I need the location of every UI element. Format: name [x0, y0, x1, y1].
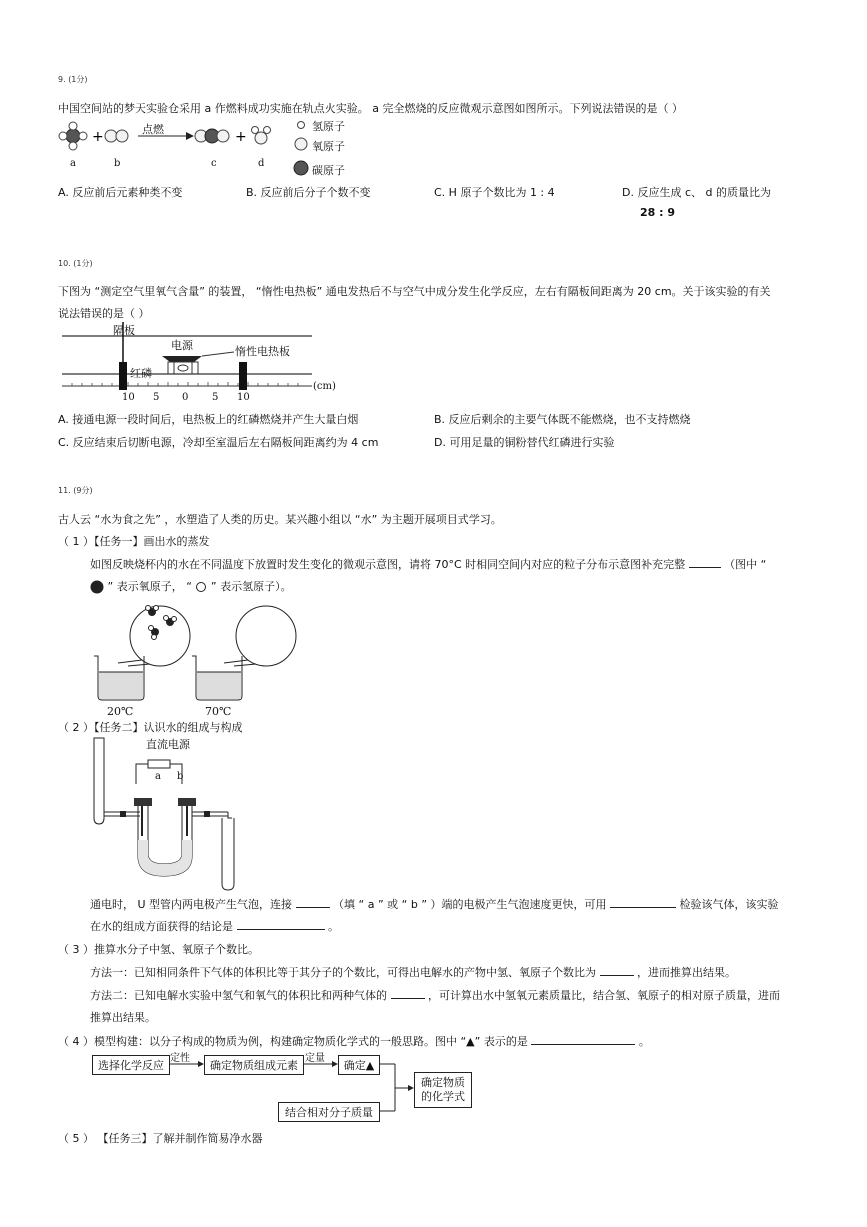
q11-part3-method2: 方法二：已知电解水实验中氢气和氧气的体积比和两种气体的 ，可计算出水中氢氧元素质量比，结合氢、氧原子的相对原子质量，进而: [90, 989, 780, 1002]
q9-score: (1分): [68, 75, 88, 84]
q10-tick-2: 0: [182, 392, 189, 403]
flow-box-elements: 确定物质组成元素: [204, 1055, 304, 1075]
q10-power-label: 电源: [171, 339, 193, 352]
q10-phosphorus-label: 红磷: [130, 367, 152, 380]
flow-arrow-quantitative: 定量: [305, 1053, 325, 1064]
flow-arrow-qualitative: 定性: [170, 1053, 190, 1064]
q9-option-d-ratio: 28 : 9: [640, 206, 676, 219]
hydrogen-atom-hollow-icon: [195, 581, 207, 593]
q9-label-a: a: [70, 158, 76, 169]
molecule-c-icon: [195, 129, 229, 143]
heater-plate-icon: [162, 356, 202, 362]
q10-tick-4: 10: [237, 392, 250, 403]
bubble-20c: [130, 606, 190, 666]
flow-box-determine-triangle: 确定▲: [338, 1055, 380, 1075]
q9-label-c: c: [211, 158, 217, 169]
legend-hydrogen: 氢原子: [312, 120, 345, 133]
q10-option-b[interactable]: B. 反应后剩余的主要气体既不能燃烧，也不支持燃烧: [434, 413, 691, 426]
temp-20c: 20℃: [107, 705, 134, 718]
q11-part2-text1: 通电时， U 型管内两电极产生气泡，连接 （填 “ a ” 或 “ b ” ）端的电极产生气泡速度更快，可用 检验该气体，该实验: [90, 898, 779, 911]
flow-box-select-reaction: 选择化学反应: [92, 1055, 170, 1075]
answer-blank-7[interactable]: [531, 1033, 635, 1045]
answer-blank-2[interactable]: [296, 896, 330, 908]
electrode-a-label: a: [155, 771, 161, 782]
q11-part2-label: （ 2 ）【任务二】认识水的组成与构成: [58, 721, 243, 734]
flow-box-relative-mass: 结合相对分子质量: [278, 1102, 380, 1122]
q11-number: 11.: [58, 486, 71, 495]
q10-score: (1分): [73, 259, 93, 268]
svg-text:+: +: [92, 129, 104, 145]
bubble-70c: [236, 606, 296, 666]
q10-unit-label: (cm): [313, 381, 336, 392]
q11-score: (9分): [73, 486, 93, 495]
oxygen-atom-filled-icon: [90, 580, 104, 594]
answer-blank-5[interactable]: [600, 964, 634, 976]
electrode-b-label: b: [177, 771, 184, 782]
beaker-70c-icon: [192, 656, 242, 700]
q11-part3-method1: 方法一：已知相同条件下气体的体积比等于其分子的个数比，可得出电解水的产物中氢、氧原子个数比为 ，进而推算出结果。: [90, 966, 736, 979]
svg-text:+: +: [235, 129, 247, 145]
q10-stem-line2: 说法错误的是（ ）: [58, 307, 150, 320]
q10-option-a[interactable]: A. 接通电源一段时间后，电热板上的红磷燃烧并产生大量白烟: [58, 413, 359, 426]
flow-box-formula: 确定物质 的化学式: [414, 1072, 472, 1108]
q11-part5-label: （ 5 ） 【任务三】了解并制作简易净水器: [58, 1132, 263, 1145]
carbon-atom-icon: [294, 161, 308, 175]
q11-part1-text1: 如图反映烧杯内的水在不同温度下放置时发生变化的微观示意图，请将 70°C 时相同空间内对应的粒子分布示意图补充完整 （图中 “: [90, 558, 767, 571]
q9-option-a[interactable]: A. 反应前后元素种类不变: [58, 186, 183, 199]
q11-part3-label: （ 3 ）推算水分子中氢、氧原子个数比。: [58, 943, 259, 956]
q9-header: [58, 74, 88, 85]
q11-intro: 古人云 “水为食之先” ，水塑造了人类的历史。某兴趣小组以 “水” 为主题开展项目式学习。: [58, 513, 502, 526]
q11-header: [58, 485, 93, 496]
q10-tick-3: 5: [212, 392, 219, 403]
right-partition: [239, 362, 247, 390]
molecule-b-icon: [105, 130, 128, 142]
electrolysis-figure: [92, 736, 252, 892]
q11-part1-text2: ” 表示氧原子， “ ” 表示氢原子）。: [90, 578, 292, 594]
q10-tick-1: 5: [153, 392, 160, 403]
legend-oxygen: 氧原子: [312, 140, 345, 153]
answer-blank-4[interactable]: [237, 918, 325, 930]
molecule-d-icon: [252, 127, 271, 145]
q9-stem: 中国空间站的梦天实验仓采用 a 作燃料成功实施在轨点火实验。 a 完全燃烧的反应微观示意图如图所示。下列说法错误的是（ ）: [58, 102, 683, 115]
q10-partition-label: 隔板: [113, 324, 135, 337]
q9-condition: 点燃: [142, 123, 164, 136]
temp-70c: 70℃: [205, 705, 232, 718]
q11-part3-method2-end: 推算出结果。: [90, 1011, 156, 1024]
left-partition: [119, 362, 127, 390]
q10-heater-label: 惰性电热板: [235, 345, 290, 358]
answer-blank-1[interactable]: [689, 556, 721, 568]
red-phosphorus-icon: [178, 365, 188, 371]
q9-number: 9.: [58, 75, 66, 84]
q9-option-b[interactable]: B. 反应前后分子个数不变: [246, 186, 371, 199]
q9-label-b: b: [114, 158, 121, 169]
q10-option-d[interactable]: D. 可用足量的铜粉替代红磷进行实验: [434, 436, 615, 449]
answer-blank-3[interactable]: [610, 896, 676, 908]
hydrogen-atom-icon: [298, 122, 305, 129]
q9-option-c[interactable]: C. H 原子个数比为 1 : 4: [434, 186, 555, 199]
q10-header: [58, 258, 93, 269]
q10-stem-line1: 下图为 “测定空气里氧气含量” 的装置， “惰性电热板” 通电发热后不与空气中成分发生化学反应，左右有隔板间距离为 20 cm。关于该实验的有关: [58, 285, 771, 298]
beakers-figure: [88, 598, 303, 706]
molecule-a-icon: [59, 122, 87, 150]
q10-number: 10.: [58, 259, 71, 268]
oxygen-atom-icon: [295, 138, 307, 150]
q11-part2-text2: 在水的组成方面获得的结论是 。: [90, 920, 339, 933]
q11-part1-label: （ 1 ）【任务一】画出水的蒸发: [58, 535, 210, 548]
answer-blank-6[interactable]: [391, 987, 425, 999]
q9-label-d: d: [258, 158, 265, 169]
q10-option-c[interactable]: C. 反应结束后切断电源，冷却至室温后左右隔板间距离约为 4 cm: [58, 436, 379, 449]
dc-power-label: 直流电源: [146, 738, 190, 751]
legend-carbon: 碳原子: [312, 164, 345, 177]
q11-part4-text: （ 4 ）模型构建：以分子构成的物质为例，构建确定物质化学式的一般思路。图中 “▲” 表示的是 。: [58, 1035, 650, 1048]
q10-apparatus-figure: [62, 322, 352, 404]
q10-tick-0: 10: [122, 392, 135, 403]
q9-option-d[interactable]: D. 反应生成 c、 d 的质量比为: [622, 186, 771, 199]
